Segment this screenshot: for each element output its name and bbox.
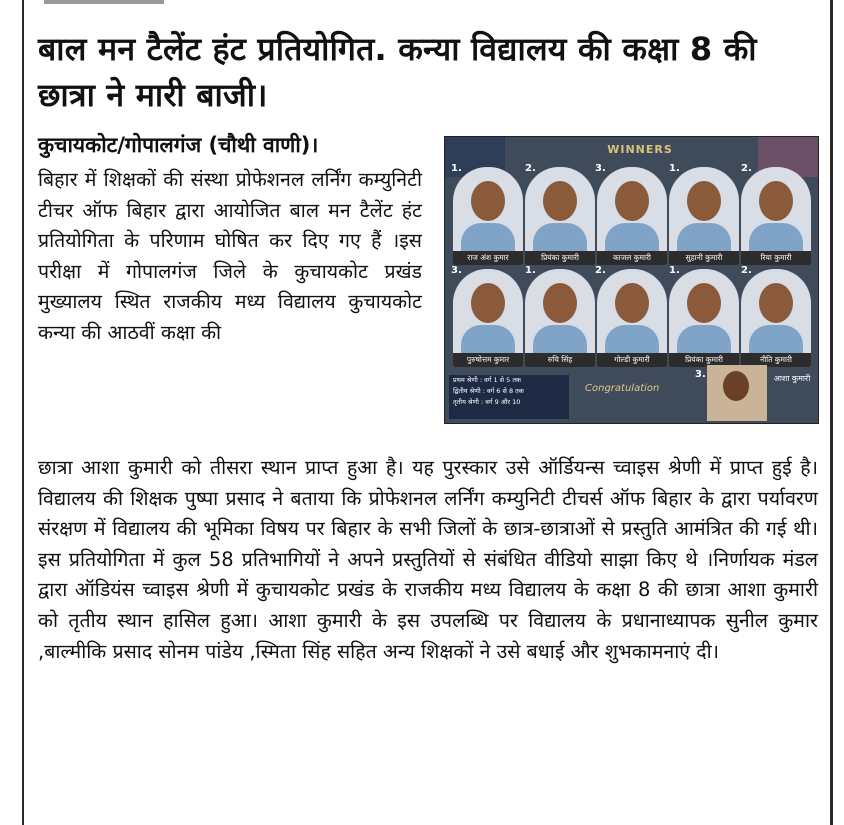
winner-face [471,181,505,221]
winner-face [615,181,649,221]
winner-name: रुचि सिंह [525,353,595,367]
winner-tile [597,269,667,367]
winner-tile [453,269,523,367]
winner-tile [669,167,739,265]
winner-face [471,283,505,323]
column-rule-right [830,0,833,825]
winner-face [543,283,577,323]
article-body-text: छात्रा आशा कुमारी को तीसरा स्थान प्राप्त हुआ है। यह पुरस्कार उसे ऑर्डियन्स च्वाइस श्रेणी में प्राप्त हुई है। विद्यालय की शिक्षक पुष्पा प्रसाद ने बताया कि प्रोफेशनल लर्निंग कम्युनिटी टीचर्स ऑफ बिहार के द्वारा पर्यावरण संरक्षण में विद्यालय की भूमिका विषय पर बिहार के सभी जिलों के छात्र-छात्राओं से प्रस्तुति आमंत्रित की गई थी। इस प्रतियोगिता में कुल 58 प्रतिभागियों ने अपने प्रस्तुतियों से संबंधित वीडियो साझा किए थे ।निर्णायक मंडल द्वारा ऑडियंस च्वाइस श्रेणी में कुचायकोट प्रखंड के राजकीय मध्य विद्यालय के कक्षा 8 की छात्रा आशा कुमारी को तृतीय स्थान हासिल हुआ। आशा कुमारी के इस उपलब्धि पर विद्यालय के प्रधानाध्यापक सुनील कुमार ,बाल्मीकि प्रसाद सोनम पांडेय ,स्मिता सिंह सहित अन्य शिक्षकों ने उसे बधाई और शुभकामनाएं दी। [38,456,818,663]
legend-line: द्वितीय श्रेणी : वर्ग 6 से 8 तक [453,387,524,395]
winner-face [723,371,749,401]
winner-rank: 1. [451,163,462,174]
winner-face [687,181,721,221]
winner-name: नीति कुमारी [741,353,811,367]
winner-name: सुहानी कुमारी [669,251,739,265]
winner-tile [525,167,595,265]
photo-banner: WINNERS [607,143,673,156]
winner-name: राज अंश कुमार [453,251,523,265]
winner-rank: 1. [525,265,536,276]
winner-rank: 2. [595,265,606,276]
legend-line: तृतीय श्रेणी : वर्ग 9 और 10 [453,398,521,406]
category-legend [449,375,569,419]
winner-face [759,181,793,221]
winners-photo [444,136,819,424]
winner-rank: 3. [595,163,606,174]
asha-photo [707,365,767,421]
winner-rank: 3. [451,265,462,276]
winner-face [543,181,577,221]
winner-tile [453,167,523,265]
article-column-text: बिहार में शिक्षकों की संस्था प्रोफेशनल लर्निंग कम्युनिटी टीचर ऑफ बिहार द्वारा आयोजित बाल मन टैलेंट हंट प्रतियोगिता के परिणाम घोषित कर दिए गए हैं ।इस परीक्षा में गोपालगंज जिले के कुचायकोट प्रखंड मुख्यालय स्थित राजकीय मध्य विद्यालय कुचायकोट कन्या की आठवीं कक्षा की [38,168,422,344]
winner-name: प्रियंका कुमारी [669,353,739,367]
column-rule-left [22,0,24,825]
asha-name: आशा कुमारी [773,374,811,383]
legend-line: प्रथम श्रेणी : वर्ग 1 से 5 तक [453,376,522,384]
winner-tile [669,269,739,367]
winner-rank: 2. [525,163,536,174]
article-headline: बाल मन टैलेंट हंट प्रतियोगित. कन्या विद्यालय की कक्षा 8 की छात्रा ने मारी बाजी। [38,30,757,114]
winner-name: रिया कुमारी [741,251,811,265]
winner-rank: 3. [695,369,706,380]
article-byline: कुचायकोट/गोपालगंज (चौथी वाणी)। [38,133,319,157]
winner-name: प्रियंका कुमारी [525,251,595,265]
winner-face [687,283,721,323]
winner-rank: 2. [741,163,752,174]
winner-rank: 1. [669,163,680,174]
winner-tile [597,167,667,265]
congratulation-text: Congratulation [585,383,660,394]
winner-tile [741,269,811,367]
winner-name: गोल्डी कुमारी [597,353,667,367]
winner-face [759,283,793,323]
winner-face [615,283,649,323]
winner-name: काजल कुमारी [597,251,667,265]
winner-name: पुरुषोत्तम कुमार [453,353,523,367]
clipping-top-edge [44,0,164,4]
winner-rank: 1. [669,265,680,276]
winner-tile [741,167,811,265]
winner-tile [525,269,595,367]
winner-rank: 2. [741,265,752,276]
